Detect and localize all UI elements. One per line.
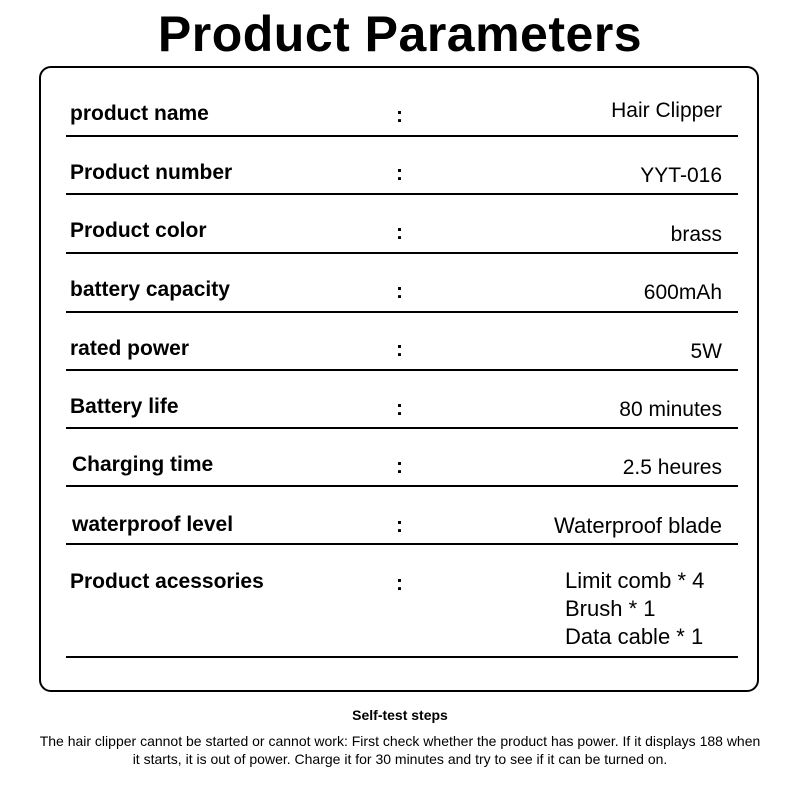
param-row-waterproof-level <box>66 487 738 545</box>
param-label: Product acessories <box>70 570 264 593</box>
param-label: Product color <box>70 219 207 242</box>
param-value: 600mAh <box>643 281 722 304</box>
param-value: 80 minutes <box>619 398 722 421</box>
param-colon: : <box>396 280 403 303</box>
param-row-charging-time <box>66 429 738 487</box>
self-test-text: The hair clipper cannot be started or cannot work: First check whether the product has power. If it displays 188 when it starts, it is out of power. Charge it for 30 minutes and try to see if it can be turned on. <box>39 733 761 767</box>
param-row-rated-power <box>66 313 738 371</box>
param-label: rated power <box>70 337 190 360</box>
param-row-product-accessories <box>66 545 738 658</box>
param-colon: : <box>396 221 403 244</box>
parameters-panel <box>39 66 759 692</box>
param-colon: : <box>396 397 403 420</box>
param-label: Charging time <box>72 453 214 476</box>
param-row-battery-capacity <box>66 254 738 313</box>
param-label: Battery life <box>70 395 179 418</box>
param-colon: : <box>396 338 403 361</box>
param-value: Hair Clipper <box>611 99 722 122</box>
param-row-product-color <box>66 195 738 254</box>
self-test-heading: Self-test steps <box>352 707 448 723</box>
param-value: YYT-016 <box>640 164 722 187</box>
param-value: Waterproof blade <box>554 513 722 538</box>
param-row-product-number <box>66 137 738 195</box>
param-label: battery capacity <box>70 278 230 301</box>
accessory-item: Brush * 1 <box>565 596 656 621</box>
param-colon: : <box>396 572 403 595</box>
param-value: brass <box>670 223 722 246</box>
accessories-list <box>565 567 704 651</box>
param-colon: : <box>396 162 403 185</box>
accessory-item: Data cable * 1 <box>565 624 704 649</box>
param-colon: : <box>396 104 403 127</box>
param-colon: : <box>396 455 403 478</box>
param-value: 2.5 heures <box>622 456 722 479</box>
param-label: waterproof level <box>72 513 234 536</box>
param-label: Product number <box>70 161 233 184</box>
param-label: product name <box>70 102 209 125</box>
param-row-product-name <box>66 90 738 137</box>
param-row-battery-life <box>66 371 738 429</box>
accessory-item: Limit comb * 4 <box>565 568 705 593</box>
param-value: 5W <box>690 340 722 363</box>
page-title: Product Parameters <box>157 6 643 62</box>
param-colon: : <box>396 514 403 537</box>
